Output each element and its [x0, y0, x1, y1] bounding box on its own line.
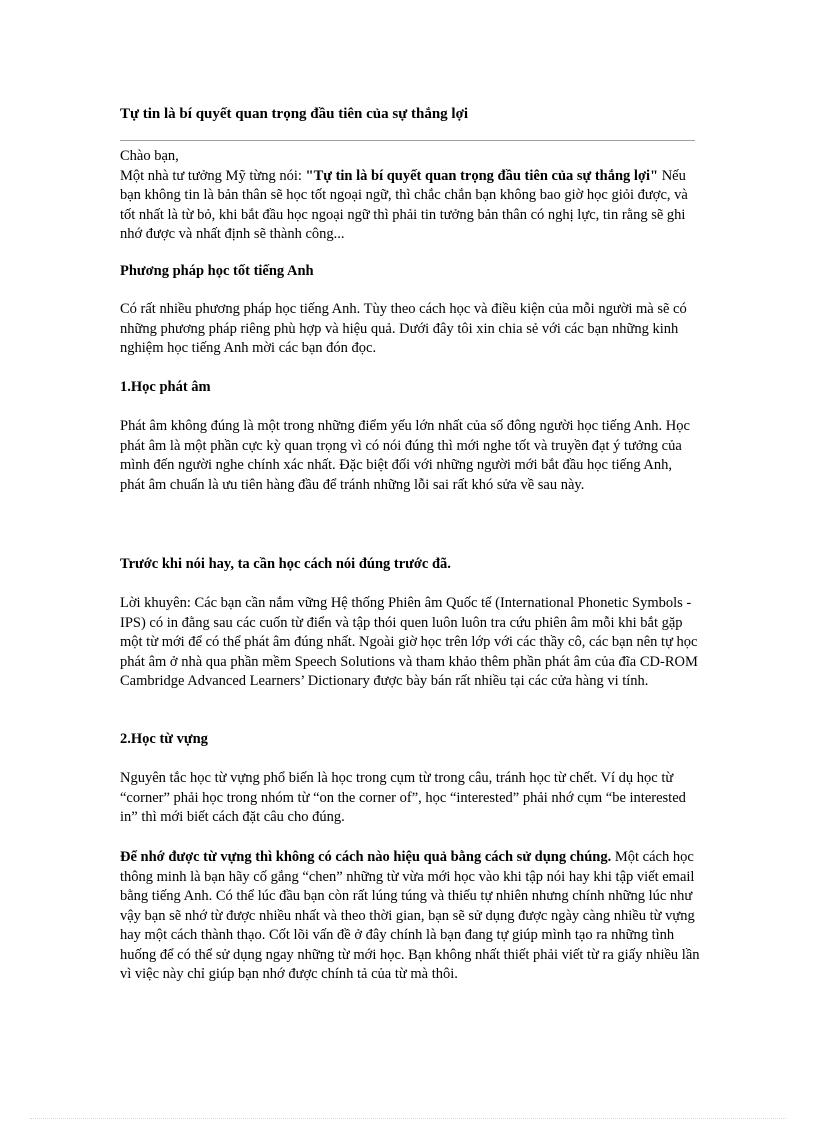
- greeting: Chào bạn,: [120, 148, 179, 164]
- tip-lead: Để nhớ được từ vựng thì không có cách nào hiệu quả bằng cách sử dụng chúng.: [120, 849, 612, 865]
- intro-paragraph: [120, 167, 700, 245]
- heading-methods: Phương pháp học tốt tiếng Anh: [120, 263, 314, 279]
- paragraph-vocabulary-tip: [120, 848, 700, 985]
- paragraph-methods: Có rất nhiều phương pháp học tiếng Anh. Tùy theo cách học và điều kiện của mỗi người mà sẽ có những phương pháp riêng phù hợp và hiệu quả. Dưới đây tôi xin chia sẻ với các bạn những kinh nghiệm học tiếng Anh mời các bạn đón đọc.: [120, 301, 687, 356]
- paragraph-speak-correctly: Lời khuyên: Các bạn cần nắm vững Hệ thống Phiên âm Quốc tế (International Phonetic Symbols - IPS) có in đằng sau các cuốn từ điển và tập thói quen luôn luôn tra cứu phiên âm mỗi khi bắt gặp một từ mới để có thể phát âm đúng nhất. Ngoài giờ học trên lớp với các thầy cô, các bạn nên tự học phát âm ở nhà qua phần mềm Speech Solutions và tham khảo thêm phần phát âm của đĩa CD-ROM Cambridge Advanced Learners’ Dictionary được bày bán rất nhiều tại các cửa hàng vi tính.: [120, 595, 698, 689]
- quote-prefix: Một nhà tư tưởng Mỹ từng nói:: [120, 167, 306, 184]
- heading-pronunciation: 1.Học phát âm: [120, 379, 211, 395]
- quote-text: "Tự tin là bí quyết quan trọng đầu tiên của sự thắng lợi": [305, 167, 659, 184]
- heading-vocabulary: 2.Học từ vựng: [120, 731, 208, 747]
- tip-body: Một cách học thông minh là bạn hãy cố gắng “chen” những từ vừa mới học vào khi tập nói hay khi tập viết email bằng tiếng Anh. Có thể lúc đầu bạn còn rất lúng túng và thiếu tự nhiên nhưng chính những lúc như vậy bạn sẽ nhớ từ được nhiều nhất và theo thời gian, bạn sẽ sử dụng được ngày càng nhiều từ vựng hay một cách thành thạo. Cốt lõi vấn đề ở đây chính là bạn đang tự giúp mình tạo ra những tình huống để có thể sử dụng ngay những từ mới học. Bạn không nhất thiết phải viết từ ra giấy nhiều lần vì việc này chỉ giúp bạn nhớ được chính tả của từ mà thôi.: [120, 849, 700, 982]
- intro-section: [120, 147, 700, 245]
- paragraph-vocabulary: Nguyên tắc học từ vựng phổ biến là học trong cụm từ trong câu, tránh học từ chết. Ví dụ học từ “corner” phải học trong nhóm từ “on the corner of”, học “interested” phải nhớ cụm “be interested in” thì mới biết cách đặt câu cho đúng.: [120, 770, 686, 825]
- paragraph-pronunciation: Phát âm không đúng là một trong những điểm yếu lớn nhất của số đông người học tiếng Anh. Học phát âm là một phần cực kỳ quan trọng vì có nói đúng thì mới nghe tốt và truyền đạt ý tưởng của mình đến người nghe chính xác nhất. Đặc biệt đối với những người mới bắt đầu học tiếng Anh, phát âm chuẩn là ưu tiên hàng đầu để tránh những lỗi sai rất khó sửa về sau này.: [120, 418, 690, 493]
- title-divider: [120, 140, 695, 141]
- page-bottom-border: [30, 1118, 786, 1119]
- quote-suffix: Nếu bạn không tin là bản thân sẽ học tốt ngoại ngữ, thì chắc chắn bạn không bao giờ học giỏi được, và tốt nhất là từ bỏ, khi bắt đầu học ngoại ngữ thì phải tin tưởng bản thân có nghị lực, tin rằng sẽ ghi nhớ được và nhất định sẽ thành công...: [120, 167, 688, 242]
- heading-speak-correctly: Trước khi nói hay, ta cần học cách nói đúng trước đã.: [120, 556, 451, 572]
- document-title: Tự tin là bí quyết quan trọng đầu tiên của sự thắng lợi: [120, 106, 469, 122]
